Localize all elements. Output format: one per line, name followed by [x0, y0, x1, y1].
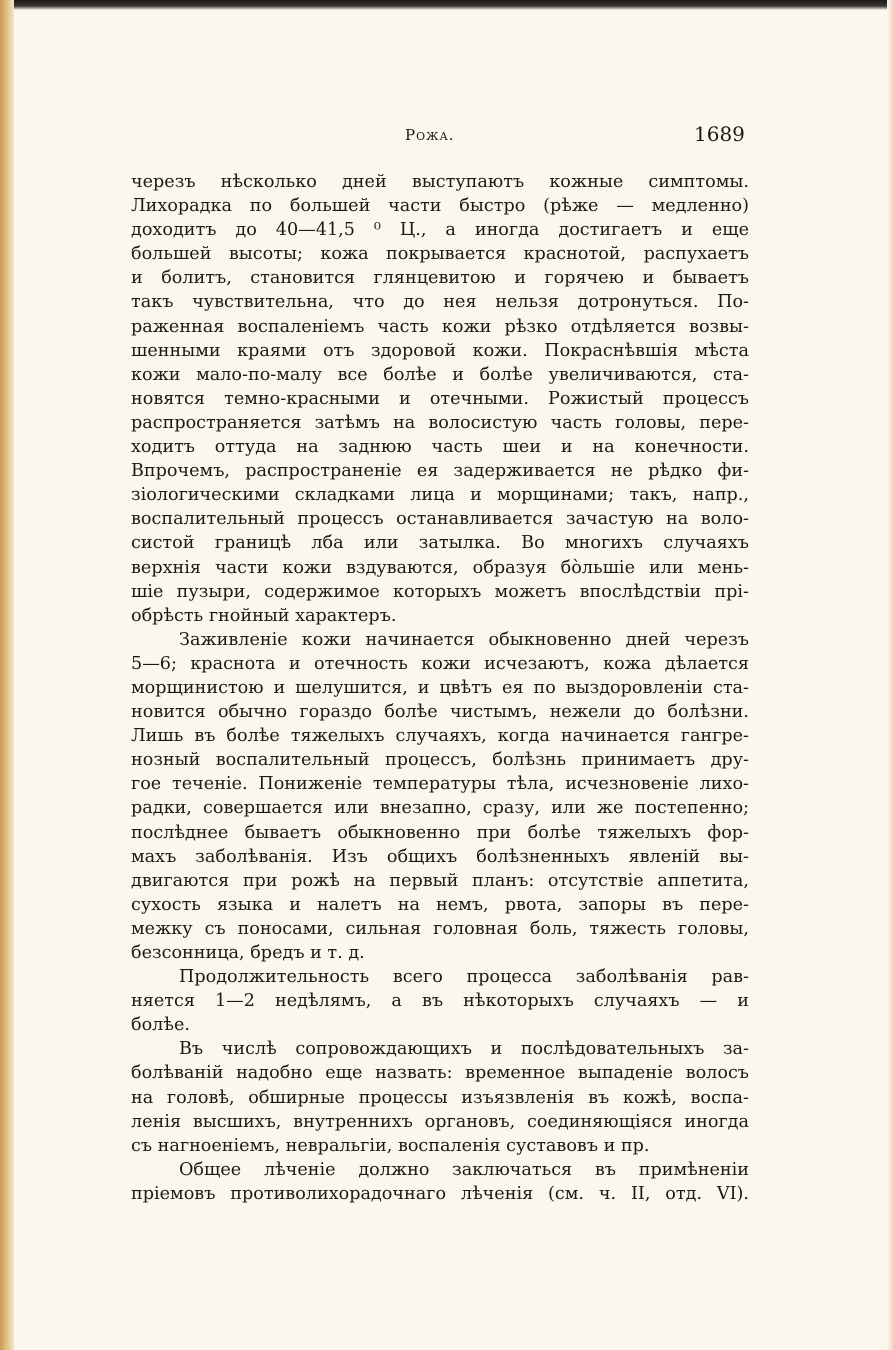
text-line: безсонница, бредъ и т. д.: [131, 943, 365, 963]
text-line: и болитъ, становится глянцевитою и горячею и бываетъ: [131, 268, 749, 289]
text-line: кожи мало-по-малу все болѣе и болѣе увеличиваются, ста-: [131, 364, 749, 385]
text-line: гое теченіе. Пониженіе температуры тѣла, исчезновеніе лихо-: [131, 774, 749, 795]
text-line: новится обычно гораздо болѣе чистымъ, нежели до болѣзни.: [131, 702, 749, 723]
text-line: на головѣ, обширные процессы изъязвленія въ кожѣ, воспа-: [131, 1087, 749, 1108]
text-line: ленія высшихъ, внутреннихъ органовъ, соединяющіяся иногда: [131, 1111, 749, 1132]
text-line: съ нагноеніемъ, невральгіи, воспаленія суставовъ и пр.: [131, 1135, 650, 1156]
text-line: Лихорадка по большей части быстро (рѣже — медленно): [131, 196, 749, 217]
text-line: ходитъ оттуда на заднюю часть шеи и на конечности.: [131, 437, 749, 458]
paragraph-start-line: Заживленіе кожи начинается обыкновенно дней черезъ: [179, 629, 749, 650]
text-line: большей высоты; кожа покрывается краснотой, распухаетъ: [131, 244, 749, 265]
page-header: [0, 118, 893, 158]
scan-top-edge: [0, 0, 893, 10]
text-line: шіе пузыри, содержимое которыхъ можетъ впослѣдствіи прі-: [131, 581, 749, 602]
text-line: пріемовъ противолихорадочнаго лѣченія (см. ч. II, отд. VI).: [131, 1183, 749, 1204]
text-line: верхнія части кожи вздуваются, образуя бо̀льшіе или мень-: [131, 557, 749, 578]
text-line: болѣваній надобно еще назвать: временное выпаденіе волосъ: [131, 1063, 749, 1084]
text-line: систой границѣ лба или затылка. Во многихъ случаяхъ: [131, 533, 749, 554]
text-line: доходитъ до 40—41,5 ⁰ Ц., а иногда достигаетъ и еще: [131, 220, 749, 241]
text-line: раженная воспаленіемъ часть кожи рѣзко отдѣляется возвы-: [131, 316, 749, 337]
text-line: махъ заболѣванія. Изъ общихъ болѣзненныхъ явленій вы-: [131, 846, 749, 867]
text-line: Впрочемъ, распространеніе ея задерживается не рѣдко фи-: [131, 461, 749, 482]
text-line: шенными краями отъ здоровой кожи. Покраснѣвшія мѣста: [131, 340, 749, 361]
running-title: Рожа.: [405, 126, 455, 144]
text-line: обрѣсть гнойный характеръ.: [131, 605, 397, 626]
text-line: морщинистою и шелушится, и цвѣтъ ея по выздоровленіи ста-: [131, 677, 749, 698]
text-line: нозный воспалительный процессъ, болѣзнь принимаетъ дру-: [131, 750, 749, 771]
paragraph-start-line: Общее лѣченіе должно заключаться въ примѣненіи: [179, 1159, 749, 1180]
body-text: [131, 170, 749, 1206]
text-line: няется 1—2 недѣлямъ, а въ нѣкоторыхъ случаяхъ — и: [131, 991, 749, 1012]
text-line: сухость языка и налетъ на немъ, рвота, запоры въ пере-: [131, 894, 749, 915]
text-line: новятся темно-красными и отечными. Рожистый процессъ: [131, 388, 749, 409]
text-line: 5—6; краснота и отечность кожи исчезаютъ, кожа дѣлается: [131, 653, 749, 674]
text-line: радки, совершается или внезапно, сразу, или же постепенно;: [131, 798, 749, 819]
text-line: двигаются при рожѣ на первый планъ: отсутствіе аппетита,: [131, 870, 749, 891]
scan-right-edge: [887, 0, 893, 1350]
text-line: такъ чувствительна, что до нея нельзя дотронуться. По-: [131, 292, 749, 313]
text-line: зіологическими складками лица и морщинами; такъ, напр.,: [131, 485, 749, 506]
text-line: распространяется затѣмъ на волосистую часть головы, пере-: [131, 412, 749, 433]
paragraph-start-line: Въ числѣ сопровождающихъ и послѣдовательныхъ за-: [179, 1039, 749, 1060]
scan-left-edge: [0, 0, 14, 1350]
text-line: воспалительный процессъ останавливается зачастую на воло-: [131, 509, 749, 530]
paragraph-start-line: Продолжительность всего процесса заболѣванія рав-: [179, 967, 749, 988]
page-number: 1689: [694, 122, 745, 146]
text-line: межку съ поносами, сильная головная боль, тяжесть головы,: [131, 918, 749, 939]
text-line: черезъ нѣсколько дней выступаютъ кожные симптомы.: [131, 172, 749, 192]
text-line: послѣднее бываетъ обыкновенно при болѣе тяжелыхъ фор-: [131, 822, 749, 843]
text-line: болѣе.: [131, 1015, 190, 1036]
text-line: Лишь въ болѣе тяжелыхъ случаяхъ, когда начинается гангре-: [131, 726, 749, 747]
